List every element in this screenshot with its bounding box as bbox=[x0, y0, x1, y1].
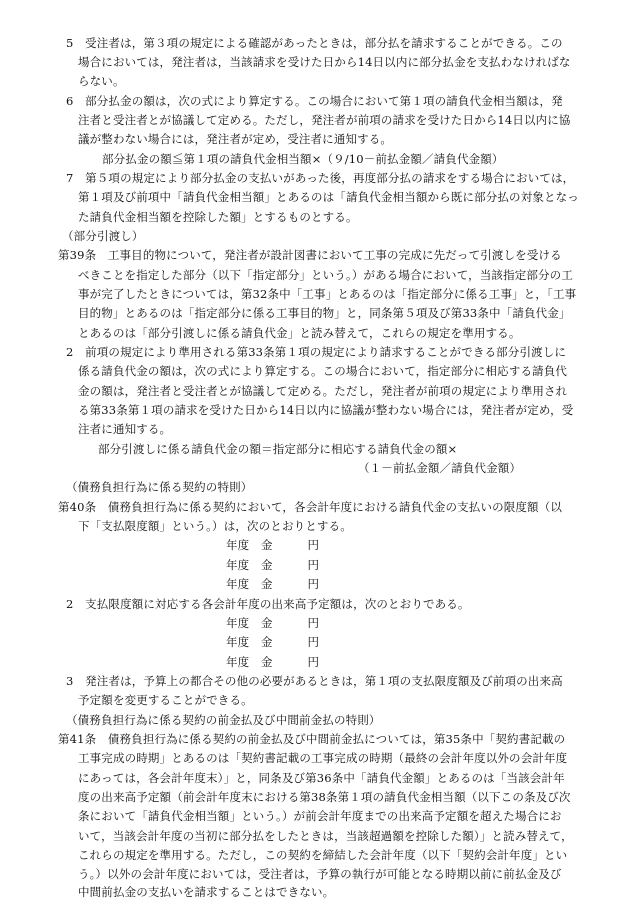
heading-text: （債務負担行為に係る契約の特則） bbox=[66, 480, 253, 494]
amount-text: 年度 金 円 bbox=[226, 655, 320, 669]
line-text: とあるのは「部分引渡しに係る請負代金」と読み替えて，これらの規定を準用する。 bbox=[78, 326, 521, 340]
text-line bbox=[0, 342, 630, 362]
line-text: これらの規定を準用する。ただし，この契約を締結した会計年度（以下「契約会計年度」とい bbox=[78, 848, 568, 862]
line-text: 5 受注者は，第３項の規定による確認があったときは，部分払を請求することができる。この bbox=[66, 36, 563, 50]
text-line bbox=[0, 845, 630, 865]
text-line bbox=[0, 400, 630, 420]
section-heading bbox=[0, 710, 630, 730]
amount-text: 年度 金 円 bbox=[226, 558, 320, 572]
amount-row bbox=[0, 574, 630, 594]
line-text: 2 支払限度額に対応する各会計年度の出来高予定額は，次のとおりである。 bbox=[66, 597, 470, 611]
text-line bbox=[0, 91, 630, 111]
article-line bbox=[0, 729, 630, 749]
line-text: らない。 bbox=[78, 74, 125, 88]
line-text: 度の出来高予定額（前会計年度末における第38条第１項の請負代金相当額（以下この条及び次 bbox=[78, 790, 571, 804]
line-text: 予定額を変更することができる。 bbox=[78, 693, 253, 707]
formula-text: 部分引渡しに係る請負代金の額＝指定部分に相応する請負代金の額× bbox=[98, 442, 458, 456]
line-text: 事が完了したときについては，第32条中「工事」とあるのは「指定部分に係る工事」と，「工事 bbox=[78, 287, 577, 301]
text-line bbox=[0, 690, 630, 710]
line-text: 金の額は，発注者と受注者とが協議して定める。ただし，発注者が前項の規定により準用され bbox=[78, 384, 568, 398]
line-text: いて，当該会計年度の当初に部分払をしたときは，当該超過額を控除した額）」と読み替えて， bbox=[78, 829, 573, 843]
line-text: 議が整わない場合には，発注者が定め，受注者に通知する。 bbox=[78, 132, 393, 146]
text-line bbox=[0, 187, 630, 207]
text-line bbox=[0, 52, 630, 72]
line-text: た請負代金相当額を控除した額」とするものとする。 bbox=[78, 210, 358, 224]
text-line bbox=[0, 826, 630, 846]
line-text: 7 第５項の規定により部分払金の支払いがあった後，再度部分払の請求をする場合においては， bbox=[66, 171, 575, 185]
amount-text: 年度 金 円 bbox=[226, 538, 320, 552]
amount-row bbox=[0, 535, 630, 555]
amount-row bbox=[0, 555, 630, 575]
section-heading bbox=[0, 477, 630, 497]
text-line bbox=[0, 110, 630, 130]
line-text: る第33条第１項の請求を受けた日から14日以内に協議が整わない場合には，発注者が定め，受 bbox=[78, 403, 574, 417]
line-text: 第41条 債務負担行為に係る契約の前金払及び中間前金払については，第35条中「契約書記載の bbox=[58, 732, 566, 746]
line-text: にあっては，各会計年度末）」と，同条及び第36条中「請負代金額」とあるのは「当該会計年 bbox=[78, 771, 565, 785]
text-line bbox=[0, 323, 630, 343]
amount-row bbox=[0, 613, 630, 633]
text-line bbox=[0, 207, 630, 227]
line-text: 注者と受注者とが協議して定める。ただし，発注者が前項の請求を受けた日から14日以内に協 bbox=[78, 113, 571, 127]
text-line bbox=[0, 381, 630, 401]
formula-line bbox=[0, 439, 630, 459]
amount-text: 年度 金 円 bbox=[226, 616, 320, 630]
line-text: 6 部分払金の額は，次の式により算定する。この場合において第１項の請負代金相当額は，発 bbox=[66, 94, 563, 108]
text-line bbox=[0, 33, 630, 53]
line-text: べきことを指定した部分（以下「指定部分」という。）がある場合において，当該指定部分の工 bbox=[78, 268, 573, 282]
formula-text: 部分払金の額≦第１項の請負代金相当額×（９/10－前払金額／請負代金額） bbox=[102, 152, 504, 166]
text-line bbox=[0, 419, 630, 439]
text-line bbox=[0, 303, 630, 323]
line-text: 中間前払金の支払いを請求することはできない。 bbox=[78, 885, 335, 899]
text-line bbox=[0, 284, 630, 304]
line-text: 第40条 債務負担行為に係る契約において，各会計年度における請負代金の支払いの限度額（以 bbox=[58, 500, 562, 514]
amount-row bbox=[0, 632, 630, 652]
text-line bbox=[0, 516, 630, 536]
line-text: 第39条 工事目的物について，発注者が設計図書において工事の完成に先だって引渡しを受ける bbox=[58, 248, 562, 262]
formula-line bbox=[0, 458, 630, 478]
text-line bbox=[0, 806, 630, 826]
text-line bbox=[0, 882, 630, 902]
amount-row bbox=[0, 652, 630, 672]
heading-text: （債務負担行為に係る契約の前金払及び中間前金払の特則） bbox=[66, 713, 381, 727]
line-text: 場合においては，発注者は，当該請求を受けた日から14日以内に部分払金を支払わなければな bbox=[78, 55, 571, 69]
text-line bbox=[0, 168, 630, 188]
line-text: 下「支払限度額」という。）は，次のとおりとする。 bbox=[78, 519, 352, 533]
text-line bbox=[0, 787, 630, 807]
text-line bbox=[0, 129, 630, 149]
line-text: 2 前項の規定により準用される第33条第１項の規定により請求することができる部分引渡しに bbox=[66, 345, 567, 359]
line-text: 工事完成の時期」とあるのは「契約書記載の工事完成の時期（最終の会計年度以外の会計年度 bbox=[78, 751, 568, 765]
text-line bbox=[0, 361, 630, 381]
text-line bbox=[0, 768, 630, 788]
formula-text: （１－前払金額／請負代金額） bbox=[358, 461, 522, 475]
amount-text: 年度 金 円 bbox=[226, 635, 320, 649]
text-line bbox=[0, 71, 630, 91]
text-line bbox=[0, 265, 630, 285]
formula-line bbox=[0, 149, 630, 169]
text-line bbox=[0, 748, 630, 768]
line-text: 第１項及び前項中「請負代金相当額」とあるのは「請負代金相当額から既に部分払の対象となっ bbox=[78, 190, 579, 204]
line-text: 条において「請負代金相当額」という。）が前会計年度までの出来高予定額を超えた場合にお bbox=[78, 809, 562, 823]
section-heading bbox=[0, 226, 630, 246]
line-text: 3 発注者は，予算上の都合その他の必要があるときは，第１項の支払限度額及び前項の出来高 bbox=[66, 674, 563, 688]
heading-text: （部分引渡し） bbox=[62, 229, 144, 243]
text-line bbox=[0, 864, 630, 884]
article-line bbox=[0, 245, 630, 265]
line-text: 注者に通知する。 bbox=[78, 422, 172, 436]
line-text: う。）以外の会計年度においては，受注者は，予算の執行が可能となる時期以前に前払金及び bbox=[78, 867, 562, 881]
line-text: 目的物」とあるのは「指定部分に係る工事目的物」と，同条第５項及び第33条中「請負代金」 bbox=[78, 306, 571, 320]
text-line bbox=[0, 671, 630, 691]
amount-text: 年度 金 円 bbox=[226, 577, 320, 591]
line-text: 係る請負代金の額は，次の式により算定する。この場合において，指定部分に相応する請負代 bbox=[78, 364, 568, 378]
text-line bbox=[0, 594, 630, 614]
article-line bbox=[0, 497, 630, 517]
